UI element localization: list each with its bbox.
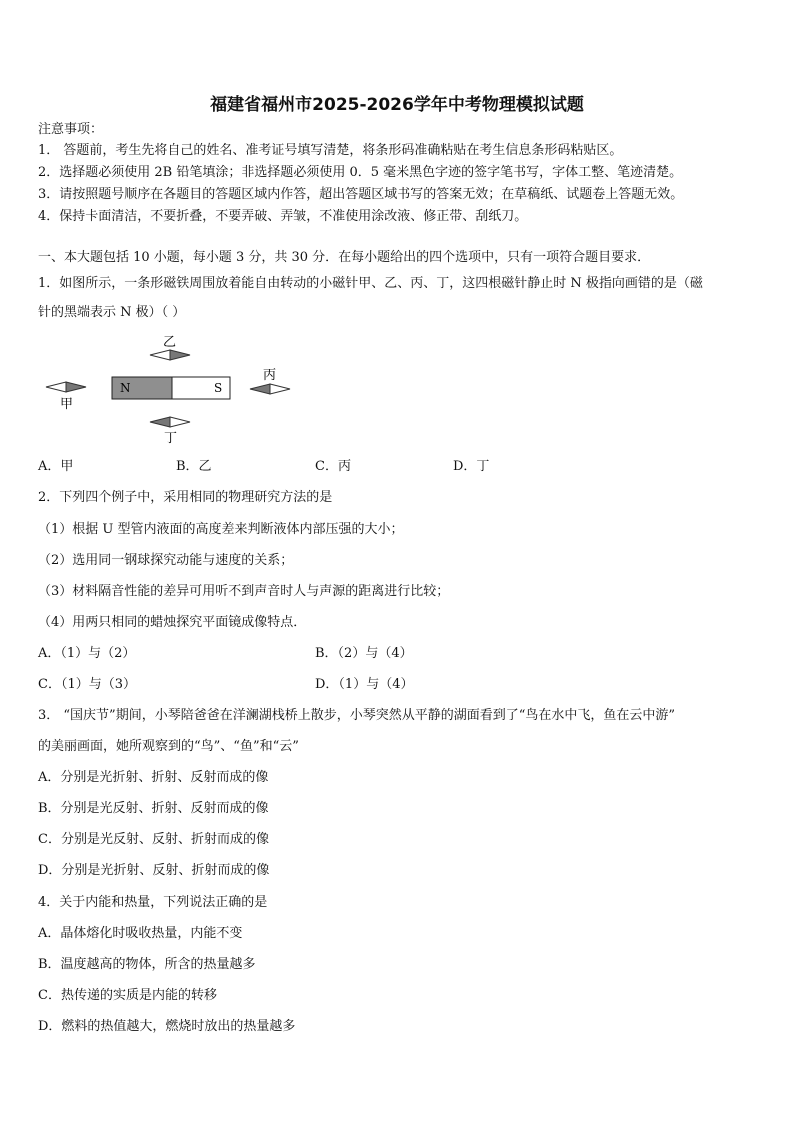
q2-item: （1）根据 U 型管内液面的高度差来判断液体内部压强的大小； [38,522,404,537]
q1-stem-line1: 1．如图所示，一条形磁铁周围放着能自由转动的小磁针甲、乙、丙、丁，这四根磁针静止时 N 极指向画错的是（磁 [38,276,703,291]
needle-jia [46,382,86,392]
q3-option-c[interactable]: C．分别是光反射、反射、折射而成的像 [38,832,269,847]
q3-stem-line1: 3． “国庆节”期间，小琴陪爸爸在洋澜湖栈桥上散步，小琴突然从平静的湖面看到了“鸟在水中飞，鱼在云中游” [38,708,675,723]
needle-yi [150,350,190,360]
label-ding: 丁 [164,431,178,446]
q1-option-c[interactable]: C．丙 [315,459,351,474]
q4-option-c[interactable]: C．热传递的实质是内能的转移 [38,988,217,1003]
q3-stem-line2: 的美丽画面，她所观察到的“鸟”、“鱼”和“云” [38,739,299,754]
label-jia: 甲 [60,397,74,412]
q1-option-d[interactable]: D．丁 [453,459,490,474]
q2-item: （2）选用同一钢球探究动能与速度的关系； [38,553,294,568]
q1-option-b[interactable]: B．乙 [176,459,212,474]
q3-option-b[interactable]: B．分别是光反射、折射、反射而成的像 [38,801,269,816]
notice-heading: 注意事项： [38,122,104,137]
q2-option-d[interactable]: D．（1）与（4） [315,677,414,692]
page-title: 福建省福州市2025-2026学年中考物理模拟试题 [210,95,584,115]
needle-ding [150,417,190,427]
q4-option-b[interactable]: B．温度越高的物体，所含的热量越多 [38,957,256,972]
q4-stem: 4．关于内能和热量，下列说法正确的是 [38,895,268,910]
q4-option-d[interactable]: D．燃料的热值越大，燃烧时放出的热量越多 [38,1019,296,1034]
needle-bing [250,384,290,394]
q2-stem: 2．下列四个例子中，采用相同的物理研究方法的是 [38,490,333,505]
section-heading: 一、本大题包括 10 小题，每小题 3 分，共 30 分．在每小题给出的四个选项中，只有一项符合题目要求． [38,250,651,265]
q3-option-d[interactable]: D．分别是光折射、反射、折射而成的像 [38,863,270,878]
notice-item: 2．选择题必须使用 2B 铅笔填涂；非选择题必须使用 0．5 毫米黑色字迹的签字笔书写，字体工整、笔迹清楚。 [38,165,683,180]
q2-option-a[interactable]: A．（1）与（2） [38,646,136,661]
q2-option-b[interactable]: B．（2）与（4） [315,646,413,661]
magnet-n-label: N [120,381,131,395]
q2-option-c[interactable]: C．（1）与（3） [38,677,136,692]
notice-item: 4．保持卡面清洁，不要折叠，不要弄破、弄皱，不准使用涂改液、修正带、刮纸刀。 [38,209,528,224]
q1-option-a[interactable]: A．甲 [38,459,74,474]
q2-item: （4）用两只相同的蜡烛探究平面镜成像特点． [38,615,307,630]
magnet-s-label: S [214,381,223,395]
q4-option-a[interactable]: A．晶体熔化时吸收热量，内能不变 [38,926,243,941]
magnet-figure [38,330,338,450]
notice-item: 1． 答题前，考生先将自己的姓名、准考证号填写清楚，将条形码准确粘贴在考生信息条形码粘贴区。 [38,143,623,158]
label-bing: 丙 [263,368,277,383]
label-yi: 乙 [163,335,177,350]
q1-stem-line2: 针的黑端表示 N 极）（ ） [38,305,186,320]
q2-item: （3）材料隔音性能的差异可用听不到声音时人与声源的距离进行比较； [38,584,450,599]
notice-item: 3．请按照题号顺序在各题目的答题区域内作答，超出答题区域书写的答案无效；在草稿纸、试题卷上答题无效。 [38,187,684,202]
q3-option-a[interactable]: A．分别是光折射、折射、反射而成的像 [38,770,269,785]
